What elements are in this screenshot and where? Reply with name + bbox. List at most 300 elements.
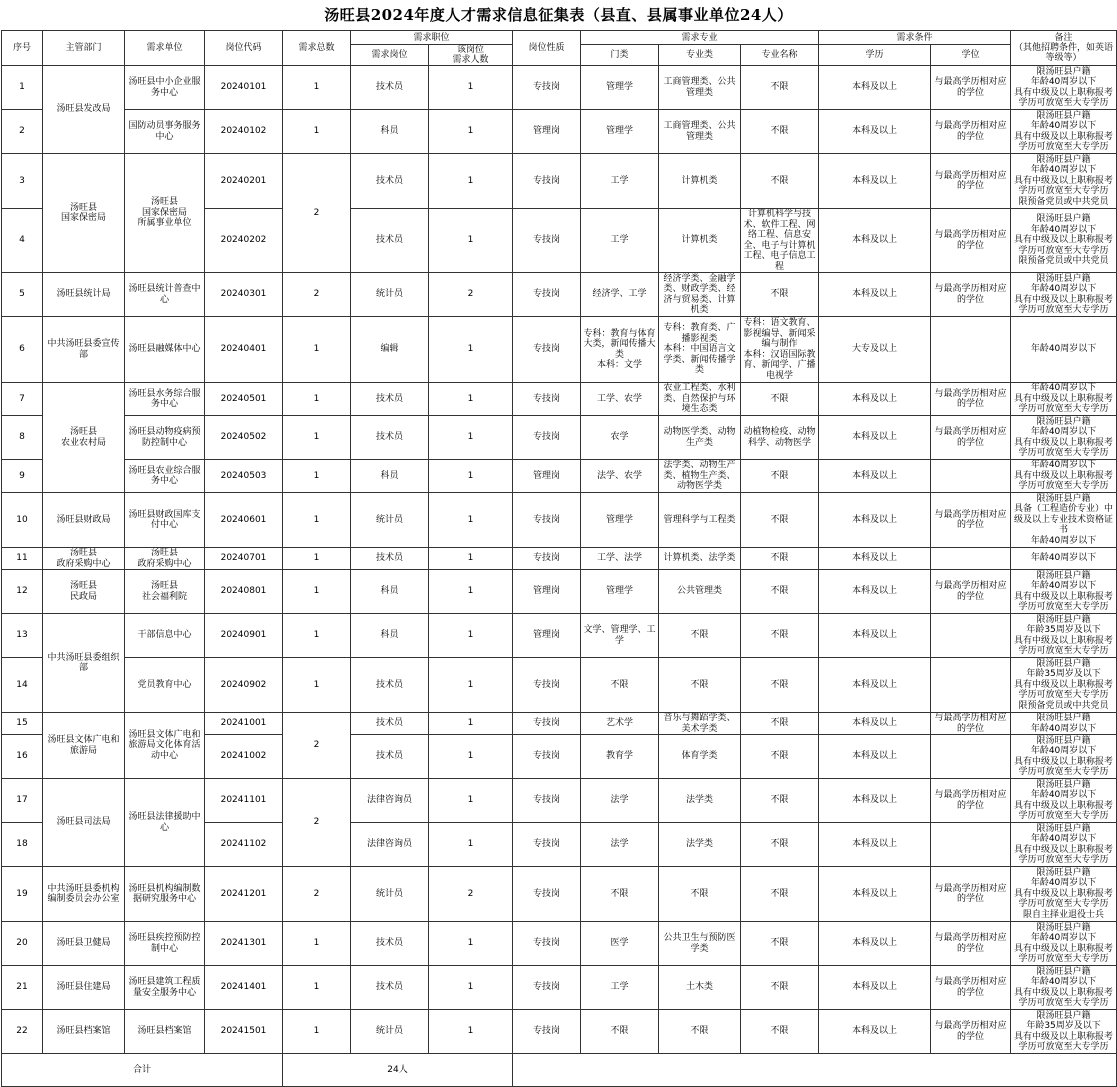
total-row — [2, 1054, 1117, 1087]
category-cell: 工学、法学 — [581, 548, 659, 570]
header-major-name: 专业名称 — [741, 45, 819, 66]
nature-cell: 专技岗 — [513, 779, 581, 823]
major-class-cell: 法学类 — [659, 823, 741, 867]
degree-cell: 与最高学历相对应的学位 — [931, 66, 1011, 110]
header-position: 需求岗位 — [351, 45, 429, 66]
count-cell: 1 — [429, 110, 513, 154]
position-cell: 技术员 — [351, 658, 429, 713]
total-cell: 1 — [283, 66, 351, 110]
nature-cell: 专技岗 — [513, 154, 581, 209]
header-total: 需求总数 — [283, 31, 351, 66]
position-cell: 技术员 — [351, 209, 429, 273]
seq-cell: 17 — [2, 779, 43, 823]
count-cell: 1 — [429, 713, 513, 735]
category-cell: 管理学 — [581, 570, 659, 614]
education-cell: 本科及以上 — [819, 383, 931, 416]
major-class-cell: 计算机类 — [659, 209, 741, 273]
major-name-cell: 不限 — [741, 66, 819, 110]
total-cell: 1 — [283, 493, 351, 548]
degree-cell — [931, 658, 1011, 713]
major-name-cell: 不限 — [741, 614, 819, 658]
nature-cell: 专技岗 — [513, 383, 581, 416]
header-major-class: 专业类 — [659, 45, 741, 66]
dept-cell: 汤旺县住建局 — [43, 966, 125, 1010]
unit-cell: 汤旺县疾控预防控制中心 — [125, 922, 205, 966]
code-cell: 20240202 — [205, 209, 283, 273]
unit-cell: 汤旺县 政府采购中心 — [125, 548, 205, 570]
count-cell: 1 — [429, 779, 513, 823]
header-category: 门类 — [581, 45, 659, 66]
category-cell: 工学 — [581, 154, 659, 209]
table-row — [2, 154, 1117, 209]
total-cell: 1 — [283, 317, 351, 383]
remark-cell: 限汤旺县户籍 年龄40周岁以下 具有中级及以上职称报考 学历可放宽至大专学历 — [1011, 735, 1117, 779]
major-name-cell: 不限 — [741, 735, 819, 779]
position-cell: 技术员 — [351, 713, 429, 735]
remark-cell: 限汤旺县户籍 年龄40周岁以下 具有中级及以上职称报考 学历可放宽至大专学历 — [1011, 779, 1117, 823]
category-cell: 文学、管理学、工学 — [581, 614, 659, 658]
remark-cell: 限汤旺县户籍 年龄40周岁以下 具有中级及以上职称报考 学历可放宽至大专学历 — [1011, 66, 1117, 110]
remark-cell: 限汤旺县户籍 年龄35周岁及以下 具有中级及以上职称报考 学历可放宽至大专学历 — [1011, 1010, 1117, 1054]
category-cell: 工学 — [581, 966, 659, 1010]
education-cell: 本科及以上 — [819, 273, 931, 317]
position-cell: 技术员 — [351, 966, 429, 1010]
seq-cell: 12 — [2, 570, 43, 614]
major-class-cell: 动物医学类、动物生产类 — [659, 416, 741, 460]
header-nature: 岗位性质 — [513, 31, 581, 66]
degree-cell: 与最高学历相对应的学位 — [931, 867, 1011, 922]
category-cell: 不限 — [581, 1010, 659, 1054]
major-name-cell: 计算机科学与技术、软件工程、网络工程、信息安全、电子与计算机工程、电子信息工程 — [741, 209, 819, 273]
count-cell: 1 — [429, 317, 513, 383]
dept-cell: 汤旺县 政府采购中心 — [43, 548, 125, 570]
count-cell: 1 — [429, 735, 513, 779]
major-class-cell: 公共卫生与预防医学类 — [659, 922, 741, 966]
code-cell: 20240101 — [205, 66, 283, 110]
seq-cell: 3 — [2, 154, 43, 209]
degree-cell: 与最高学历相对应的学位 — [931, 779, 1011, 823]
unit-cell: 汤旺县农业综合服务中心 — [125, 460, 205, 493]
education-cell: 本科及以上 — [819, 209, 931, 273]
position-cell: 技术员 — [351, 154, 429, 209]
degree-cell: 与最高学历相对应的学位 — [931, 209, 1011, 273]
major-name-cell: 不限 — [741, 383, 819, 416]
count-cell: 1 — [429, 614, 513, 658]
major-name-cell: 不限 — [741, 154, 819, 209]
table-row — [2, 614, 1117, 658]
table-row — [2, 317, 1117, 383]
category-cell: 管理学 — [581, 110, 659, 154]
major-class-cell: 土木类 — [659, 966, 741, 1010]
total-cell: 1 — [283, 383, 351, 416]
count-cell: 1 — [429, 460, 513, 493]
degree-cell: 与最高学历相对应的学位 — [931, 1010, 1011, 1054]
nature-cell: 专技岗 — [513, 658, 581, 713]
major-name-cell: 不限 — [741, 922, 819, 966]
education-cell: 本科及以上 — [819, 658, 931, 713]
dept-cell: 汤旺县卫健局 — [43, 922, 125, 966]
remark-cell: 限汤旺县户籍 年龄40周岁以下 具有中级及以上职称报考 学历可放宽至大专学历 — [1011, 966, 1117, 1010]
count-cell: 2 — [429, 273, 513, 317]
header-unit: 需求单位 — [125, 31, 205, 66]
header-group-position: 需求职位 — [351, 31, 513, 45]
education-cell: 本科及以上 — [819, 966, 931, 1010]
remark-cell: 限汤旺县户籍 年龄35周岁及以下 具有中级及以上职称报考 学历可放宽至大专学历 限预备党员或中共党员 — [1011, 658, 1117, 713]
remark-cell: 限汤旺县户籍 年龄35周岁及以下 具有中级及以上职称报考 学历可放宽至大专学历 — [1011, 614, 1117, 658]
header-seq: 序号 — [2, 31, 43, 66]
total-blank — [513, 1054, 1117, 1087]
code-cell: 20240503 — [205, 460, 283, 493]
position-cell: 技术员 — [351, 66, 429, 110]
major-class-cell: 法学类 — [659, 779, 741, 823]
table-row — [2, 570, 1117, 614]
count-cell: 1 — [429, 966, 513, 1010]
major-name-cell: 不限 — [741, 273, 819, 317]
major-class-cell: 计算机类 — [659, 154, 741, 209]
major-class-cell: 专科：教育类、广播影视类 本科：中国语言文学类、新闻传播学类 — [659, 317, 741, 383]
position-cell: 统计员 — [351, 1010, 429, 1054]
code-cell: 20241501 — [205, 1010, 283, 1054]
dept-cell: 汤旺县 农业农村局 — [43, 383, 125, 493]
position-cell: 法律咨询员 — [351, 779, 429, 823]
seq-cell: 8 — [2, 416, 43, 460]
major-name-cell: 动植物检疫、动物科学、动物医学 — [741, 416, 819, 460]
total-cell: 2 — [283, 273, 351, 317]
category-cell: 专科：教育与体育大类，新闻传播大类 本科：文学 — [581, 317, 659, 383]
degree-cell: 与最高学历相对应的学位 — [931, 966, 1011, 1010]
remark-cell: 年龄40周岁以下 具有中级及以上职称报考 学历可放宽至大专学历 — [1011, 460, 1117, 493]
dept-cell: 汤旺县文体广电和旅游局 — [43, 713, 125, 779]
position-cell: 统计员 — [351, 493, 429, 548]
seq-cell: 22 — [2, 1010, 43, 1054]
seq-cell: 16 — [2, 735, 43, 779]
total-cell: 1 — [283, 110, 351, 154]
education-cell: 本科及以上 — [819, 614, 931, 658]
category-cell: 工学 — [581, 209, 659, 273]
nature-cell: 专技岗 — [513, 922, 581, 966]
count-cell: 1 — [429, 658, 513, 713]
category-cell: 艺术学 — [581, 713, 659, 735]
code-cell: 20240301 — [205, 273, 283, 317]
dept-cell: 汤旺县司法局 — [43, 779, 125, 867]
degree-cell: 与最高学历相对应的学位 — [931, 416, 1011, 460]
education-cell: 本科及以上 — [819, 823, 931, 867]
remark-cell: 限汤旺县户籍 年龄40周岁以下 具有中级及以上职称报考 学历可放宽至大专学历 — [1011, 416, 1117, 460]
total-cell: 2 — [283, 713, 351, 779]
count-cell: 1 — [429, 416, 513, 460]
education-cell: 本科及以上 — [819, 867, 931, 922]
table-row — [2, 1010, 1117, 1054]
table-row — [2, 966, 1117, 1010]
education-cell: 本科及以上 — [819, 922, 931, 966]
nature-cell: 专技岗 — [513, 317, 581, 383]
count-cell: 1 — [429, 823, 513, 867]
header-code: 岗位代码 — [205, 31, 283, 66]
education-cell: 本科及以上 — [819, 416, 931, 460]
education-cell: 本科及以上 — [819, 66, 931, 110]
table-row — [2, 548, 1117, 570]
degree-cell: 与最高学历相对应的学位 — [931, 273, 1011, 317]
dept-cell: 汤旺县财政局 — [43, 493, 125, 548]
seq-cell: 7 — [2, 383, 43, 416]
dept-cell: 汤旺县统计局 — [43, 273, 125, 317]
seq-cell: 14 — [2, 658, 43, 713]
category-cell: 不限 — [581, 867, 659, 922]
header-dept: 主管部门 — [43, 31, 125, 66]
page-title: 汤旺县2024年度人才需求信息征集表（县直、县属事业单位24人） — [324, 6, 793, 24]
total-cell: 1 — [283, 1010, 351, 1054]
major-class-cell: 不限 — [659, 614, 741, 658]
code-cell: 20241102 — [205, 823, 283, 867]
education-cell: 本科及以上 — [819, 1010, 931, 1054]
code-cell: 20241401 — [205, 966, 283, 1010]
major-class-cell: 计算机类、法学类 — [659, 548, 741, 570]
education-cell: 本科及以上 — [819, 548, 931, 570]
dept-cell: 汤旺县发改局 — [43, 66, 125, 154]
total-cell: 1 — [283, 416, 351, 460]
total-value: 24人 — [283, 1054, 513, 1087]
dept-cell: 汤旺县 国家保密局 — [43, 154, 125, 273]
unit-cell: 汤旺县中小企业服务中心 — [125, 66, 205, 110]
position-cell: 科员 — [351, 460, 429, 493]
major-class-cell: 工商管理类、公共管理类 — [659, 66, 741, 110]
nature-cell: 专技岗 — [513, 823, 581, 867]
remark-cell: 限汤旺县户籍 年龄40周岁以下 具有中级及以上职称报考 学历可放宽至大专学历 — [1011, 110, 1117, 154]
code-cell: 20240401 — [205, 317, 283, 383]
degree-cell: 与最高学历相对应的学位 — [931, 713, 1011, 735]
category-cell: 教育学 — [581, 735, 659, 779]
major-name-cell: 不限 — [741, 1010, 819, 1054]
count-cell: 1 — [429, 154, 513, 209]
nature-cell: 管理岗 — [513, 110, 581, 154]
count-cell: 2 — [429, 867, 513, 922]
degree-cell: 与最高学历相对应的学位 — [931, 110, 1011, 154]
total-cell: 1 — [283, 658, 351, 713]
nature-cell: 专技岗 — [513, 209, 581, 273]
seq-cell: 2 — [2, 110, 43, 154]
table-row — [2, 66, 1117, 110]
nature-cell: 专技岗 — [513, 548, 581, 570]
total-cell: 1 — [283, 922, 351, 966]
major-class-cell: 不限 — [659, 867, 741, 922]
position-cell: 编辑 — [351, 317, 429, 383]
major-name-cell: 不限 — [741, 493, 819, 548]
code-cell: 20240501 — [205, 383, 283, 416]
table-row — [2, 460, 1117, 493]
nature-cell: 专技岗 — [513, 416, 581, 460]
seq-cell: 6 — [2, 317, 43, 383]
degree-cell: 与最高学历相对应的学位 — [931, 570, 1011, 614]
education-cell: 本科及以上 — [819, 735, 931, 779]
header-count: 该岗位 需求人数 — [429, 45, 513, 66]
unit-cell: 汤旺县动物疫病预防控制中心 — [125, 416, 205, 460]
remark-cell: 限汤旺县户籍 年龄40周岁以下 具有中级及以上职称报考 学历可放宽至大专学历 — [1011, 570, 1117, 614]
total-cell: 1 — [283, 570, 351, 614]
position-cell: 技术员 — [351, 416, 429, 460]
education-cell: 本科及以上 — [819, 154, 931, 209]
code-cell: 20241101 — [205, 779, 283, 823]
position-cell: 技术员 — [351, 548, 429, 570]
dept-cell: 汤旺县 民政局 — [43, 570, 125, 614]
unit-cell: 汤旺县机构编制数据研究服务中心 — [125, 867, 205, 922]
position-cell: 科员 — [351, 614, 429, 658]
code-cell: 20240901 — [205, 614, 283, 658]
total-cell: 2 — [283, 154, 351, 273]
nature-cell: 专技岗 — [513, 713, 581, 735]
count-cell: 1 — [429, 66, 513, 110]
category-cell: 农学 — [581, 416, 659, 460]
nature-cell: 管理岗 — [513, 460, 581, 493]
header-degree: 学位 — [931, 45, 1011, 66]
position-cell: 技术员 — [351, 383, 429, 416]
degree-cell: 与最高学历相对应的学位 — [931, 493, 1011, 548]
remark-cell: 年龄40周岁以下 — [1011, 317, 1117, 383]
nature-cell: 专技岗 — [513, 1010, 581, 1054]
table-row — [2, 493, 1117, 548]
table-row — [2, 922, 1117, 966]
seq-cell: 15 — [2, 713, 43, 735]
major-name-cell: 不限 — [741, 548, 819, 570]
unit-cell: 汤旺县统计普查中心 — [125, 273, 205, 317]
header-education: 学历 — [819, 45, 931, 66]
degree-cell — [931, 460, 1011, 493]
unit-cell: 国防动员事务服务中心 — [125, 110, 205, 154]
total-label: 合计 — [2, 1054, 283, 1087]
position-cell: 法律咨询员 — [351, 823, 429, 867]
degree-cell — [931, 614, 1011, 658]
major-name-cell: 专科：语文教育、影视编导、新闻采编与制作 本科：汉语国际教育、新闻学、广播电视学 — [741, 317, 819, 383]
count-cell: 1 — [429, 548, 513, 570]
header-group-cond: 需求条件 — [819, 31, 1011, 45]
count-cell: 1 — [429, 493, 513, 548]
major-class-cell: 农业工程类、水利类、自然保护与环境生态类 — [659, 383, 741, 416]
table-row — [2, 273, 1117, 317]
major-name-cell: 不限 — [741, 779, 819, 823]
remark-cell: 限汤旺县户籍 年龄40周岁以下 具有中级及以上职称报考 学历可放宽至大专学历 限预备党员或中共党员 — [1011, 209, 1117, 273]
degree-cell: 与最高学历相对应的学位 — [931, 922, 1011, 966]
seq-cell: 9 — [2, 460, 43, 493]
seq-cell: 19 — [2, 867, 43, 922]
dept-cell: 中共汤旺县委宣传部 — [43, 317, 125, 383]
position-cell: 技术员 — [351, 735, 429, 779]
category-cell: 管理学 — [581, 493, 659, 548]
category-cell: 医学 — [581, 922, 659, 966]
position-cell: 统计员 — [351, 867, 429, 922]
table-row — [2, 416, 1117, 460]
header-group-major: 需求专业 — [581, 31, 819, 45]
category-cell: 不限 — [581, 658, 659, 713]
category-cell: 法学 — [581, 779, 659, 823]
major-name-cell: 不限 — [741, 867, 819, 922]
code-cell: 20241301 — [205, 922, 283, 966]
code-cell: 20240201 — [205, 154, 283, 209]
major-name-cell: 不限 — [741, 460, 819, 493]
major-name-cell: 不限 — [741, 570, 819, 614]
major-class-cell: 不限 — [659, 658, 741, 713]
category-cell: 法学 — [581, 823, 659, 867]
unit-cell: 汤旺县财政国库支付中心 — [125, 493, 205, 548]
total-cell: 2 — [283, 779, 351, 867]
nature-cell: 专技岗 — [513, 66, 581, 110]
unit-cell: 汤旺县文体广电和旅游局文化体育活动中心 — [125, 713, 205, 779]
code-cell: 20241002 — [205, 735, 283, 779]
major-class-cell: 法学类、动物生产类、植物生产类、动物医学类 — [659, 460, 741, 493]
major-class-cell: 管理科学与工程类 — [659, 493, 741, 548]
table-row — [2, 383, 1117, 416]
education-cell: 本科及以上 — [819, 713, 931, 735]
nature-cell: 专技岗 — [513, 493, 581, 548]
category-cell: 经济学、工学 — [581, 273, 659, 317]
degree-cell: 与最高学历相对应的学位 — [931, 383, 1011, 416]
seq-cell: 10 — [2, 493, 43, 548]
remark-cell: 限汤旺县户籍 年龄40周岁以下 具有中级及以上职称报考 学历可放宽至大专学历 — [1011, 823, 1117, 867]
major-class-cell: 工商管理类、公共管理类 — [659, 110, 741, 154]
category-cell: 管理学 — [581, 66, 659, 110]
unit-cell: 干部信息中心 — [125, 614, 205, 658]
nature-cell: 管理岗 — [513, 570, 581, 614]
remark-cell: 年龄40周岁以下 具有中级及以上职称报考 学历可放宽至大专学历 — [1011, 383, 1117, 416]
nature-cell: 专技岗 — [513, 735, 581, 779]
position-cell: 科员 — [351, 570, 429, 614]
major-class-cell: 体育学类 — [659, 735, 741, 779]
seq-cell: 13 — [2, 614, 43, 658]
degree-cell — [931, 735, 1011, 779]
dept-cell: 中共汤旺县委组织部 — [43, 614, 125, 713]
education-cell: 本科及以上 — [819, 570, 931, 614]
position-cell: 统计员 — [351, 273, 429, 317]
education-cell: 大专及以上 — [819, 317, 931, 383]
seq-cell: 20 — [2, 922, 43, 966]
major-class-cell: 经济学类、金融学类、财政学类、经济与贸易类、计算机类 — [659, 273, 741, 317]
major-name-cell: 不限 — [741, 823, 819, 867]
remark-cell: 限汤旺县户籍 年龄40周岁以下 具有中级及以上职称报考 学历可放宽至大专学历 — [1011, 273, 1117, 317]
table-row — [2, 779, 1117, 823]
count-cell: 1 — [429, 209, 513, 273]
unit-cell: 汤旺县 国家保密局 所属事业单位 — [125, 154, 205, 273]
total-cell: 1 — [283, 614, 351, 658]
major-class-cell: 公共管理类 — [659, 570, 741, 614]
count-cell: 1 — [429, 383, 513, 416]
dept-cell: 汤旺县档案馆 — [43, 1010, 125, 1054]
major-name-cell: 不限 — [741, 966, 819, 1010]
unit-cell: 汤旺县法律援助中心 — [125, 779, 205, 867]
major-name-cell: 不限 — [741, 110, 819, 154]
total-cell: 1 — [283, 548, 351, 570]
education-cell: 本科及以上 — [819, 110, 931, 154]
table-row — [2, 867, 1117, 922]
degree-cell: 与最高学历相对应的学位 — [931, 154, 1011, 209]
degree-cell — [931, 317, 1011, 383]
unit-cell: 汤旺县 社会福利院 — [125, 570, 205, 614]
table-row — [2, 110, 1117, 154]
remark-cell: 限汤旺县户籍 具备（工程造价专业）中级及以上专业技术资格证书 年龄40周岁以下 — [1011, 493, 1117, 548]
nature-cell: 专技岗 — [513, 273, 581, 317]
position-cell: 技术员 — [351, 922, 429, 966]
remark-cell: 限汤旺县户籍 年龄40周岁以下 具有中级及以上职称报考 学历可放宽至大专学历 限预备党员或中共党员 — [1011, 154, 1117, 209]
remark-cell: 限汤旺县户籍 年龄40周岁以下 — [1011, 713, 1117, 735]
position-cell: 科员 — [351, 110, 429, 154]
major-class-cell: 不限 — [659, 1010, 741, 1054]
unit-cell: 汤旺县水务综合服务中心 — [125, 383, 205, 416]
count-cell: 1 — [429, 570, 513, 614]
unit-cell: 汤旺县档案馆 — [125, 1010, 205, 1054]
nature-cell: 管理岗 — [513, 614, 581, 658]
code-cell: 20240601 — [205, 493, 283, 548]
education-cell: 本科及以上 — [819, 460, 931, 493]
total-cell: 2 — [283, 867, 351, 922]
category-cell: 工学、农学 — [581, 383, 659, 416]
count-cell: 1 — [429, 922, 513, 966]
